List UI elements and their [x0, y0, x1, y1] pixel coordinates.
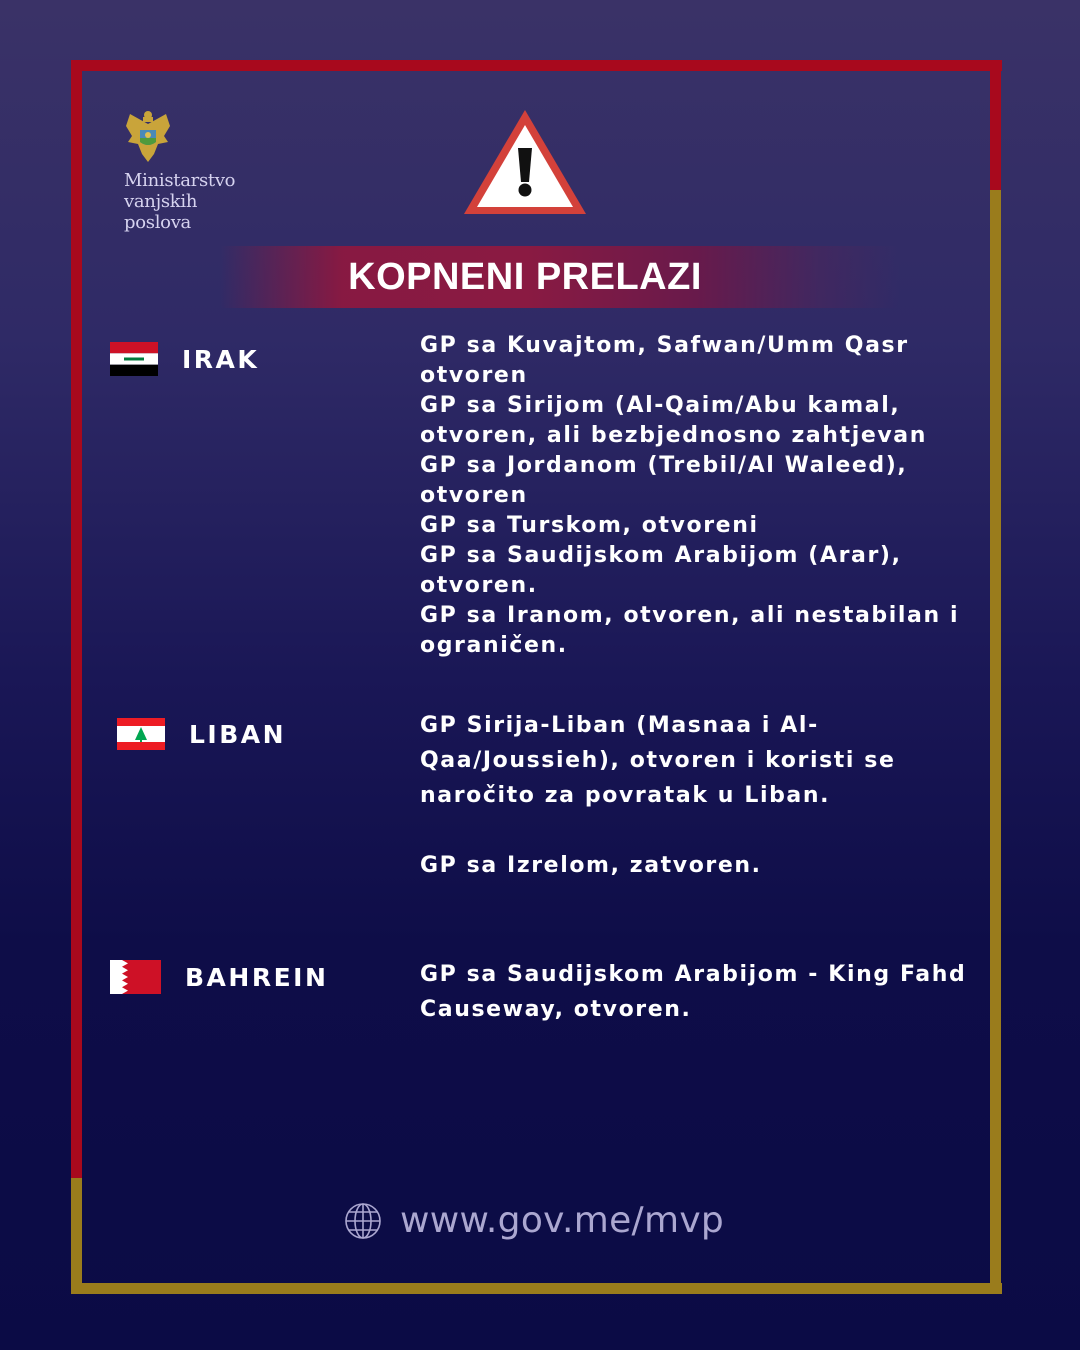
- country-name: LIBAN: [189, 719, 287, 749]
- lebanon-crossings: [420, 708, 896, 883]
- border-left-red: [71, 60, 82, 1178]
- country-lebanon: [117, 718, 286, 750]
- logo-text-line: Ministarstvo: [124, 170, 236, 191]
- crossing-line: otvoren: [420, 483, 528, 508]
- iraq-flag-icon: [110, 342, 158, 376]
- bahrain-crossings: [420, 957, 966, 1027]
- crossing-line: otvoren, ali bezbjednosno zahtjevan: [420, 423, 927, 448]
- crossing-line: Qaa/Joussieh), otvoren i koristi se: [420, 748, 896, 773]
- border-right-gold: [990, 190, 1001, 1294]
- page-title: KOPNENI PRELAZI: [348, 255, 702, 298]
- bahrain-flag-icon: [110, 960, 161, 994]
- montenegro-coat-of-arms-icon: [124, 110, 172, 164]
- border-right-red: [990, 60, 1001, 190]
- footer: [344, 1200, 724, 1241]
- warning-triangle-icon: [462, 108, 588, 216]
- crossing-line: GP sa Saudijskom Arabijom - King Fahd: [420, 962, 967, 987]
- country-iraq: [110, 342, 259, 376]
- ministry-logo: [124, 110, 235, 233]
- border-top-red: [71, 60, 1002, 71]
- crossing-line: GP sa Kuvajtom, Safwan/Umm Qasr: [420, 333, 909, 358]
- title-banner: [220, 246, 900, 308]
- logo-text-line: poslova: [124, 212, 191, 233]
- crossing-line: GP sa Izrelom, zatvoren.: [420, 853, 762, 878]
- crossing-line: GP sa Iranom, otvoren, ali nestabilan i: [420, 603, 960, 628]
- globe-icon: [344, 1202, 382, 1240]
- crossing-line: [420, 813, 896, 848]
- country-name: BAHREIN: [185, 962, 329, 992]
- crossing-line: ograničen.: [420, 633, 568, 658]
- country-name: IRAK: [182, 344, 260, 374]
- crossing-line: Causeway, otvoren.: [420, 997, 692, 1022]
- border-left-gold: [71, 1178, 82, 1294]
- crossing-line: naročito za povratak u Liban.: [420, 783, 831, 808]
- logo-text-line: vanjskih: [124, 191, 198, 212]
- lebanon-flag-icon: [117, 718, 165, 750]
- crossing-line: otvoren: [420, 363, 528, 388]
- iraq-crossings: [420, 331, 959, 661]
- crossing-line: GP sa Turskom, otvoreni: [420, 513, 759, 538]
- country-bahrain: [110, 960, 328, 994]
- crossing-line: otvoren.: [420, 573, 538, 598]
- crossing-line: GP Sirija-Liban (Masnaa i Al-: [420, 713, 819, 738]
- crossing-line: GP sa Saudijskom Arabijom (Arar),: [420, 543, 902, 568]
- crossing-line: GP sa Sirijom (Al-Qaim/Abu kamal,: [420, 393, 901, 418]
- crossing-line: GP sa Jordanom (Trebil/Al Waleed),: [420, 453, 908, 478]
- border-bottom-gold: [71, 1283, 1002, 1294]
- website-link[interactable]: www.gov.me/mvp: [400, 1200, 725, 1241]
